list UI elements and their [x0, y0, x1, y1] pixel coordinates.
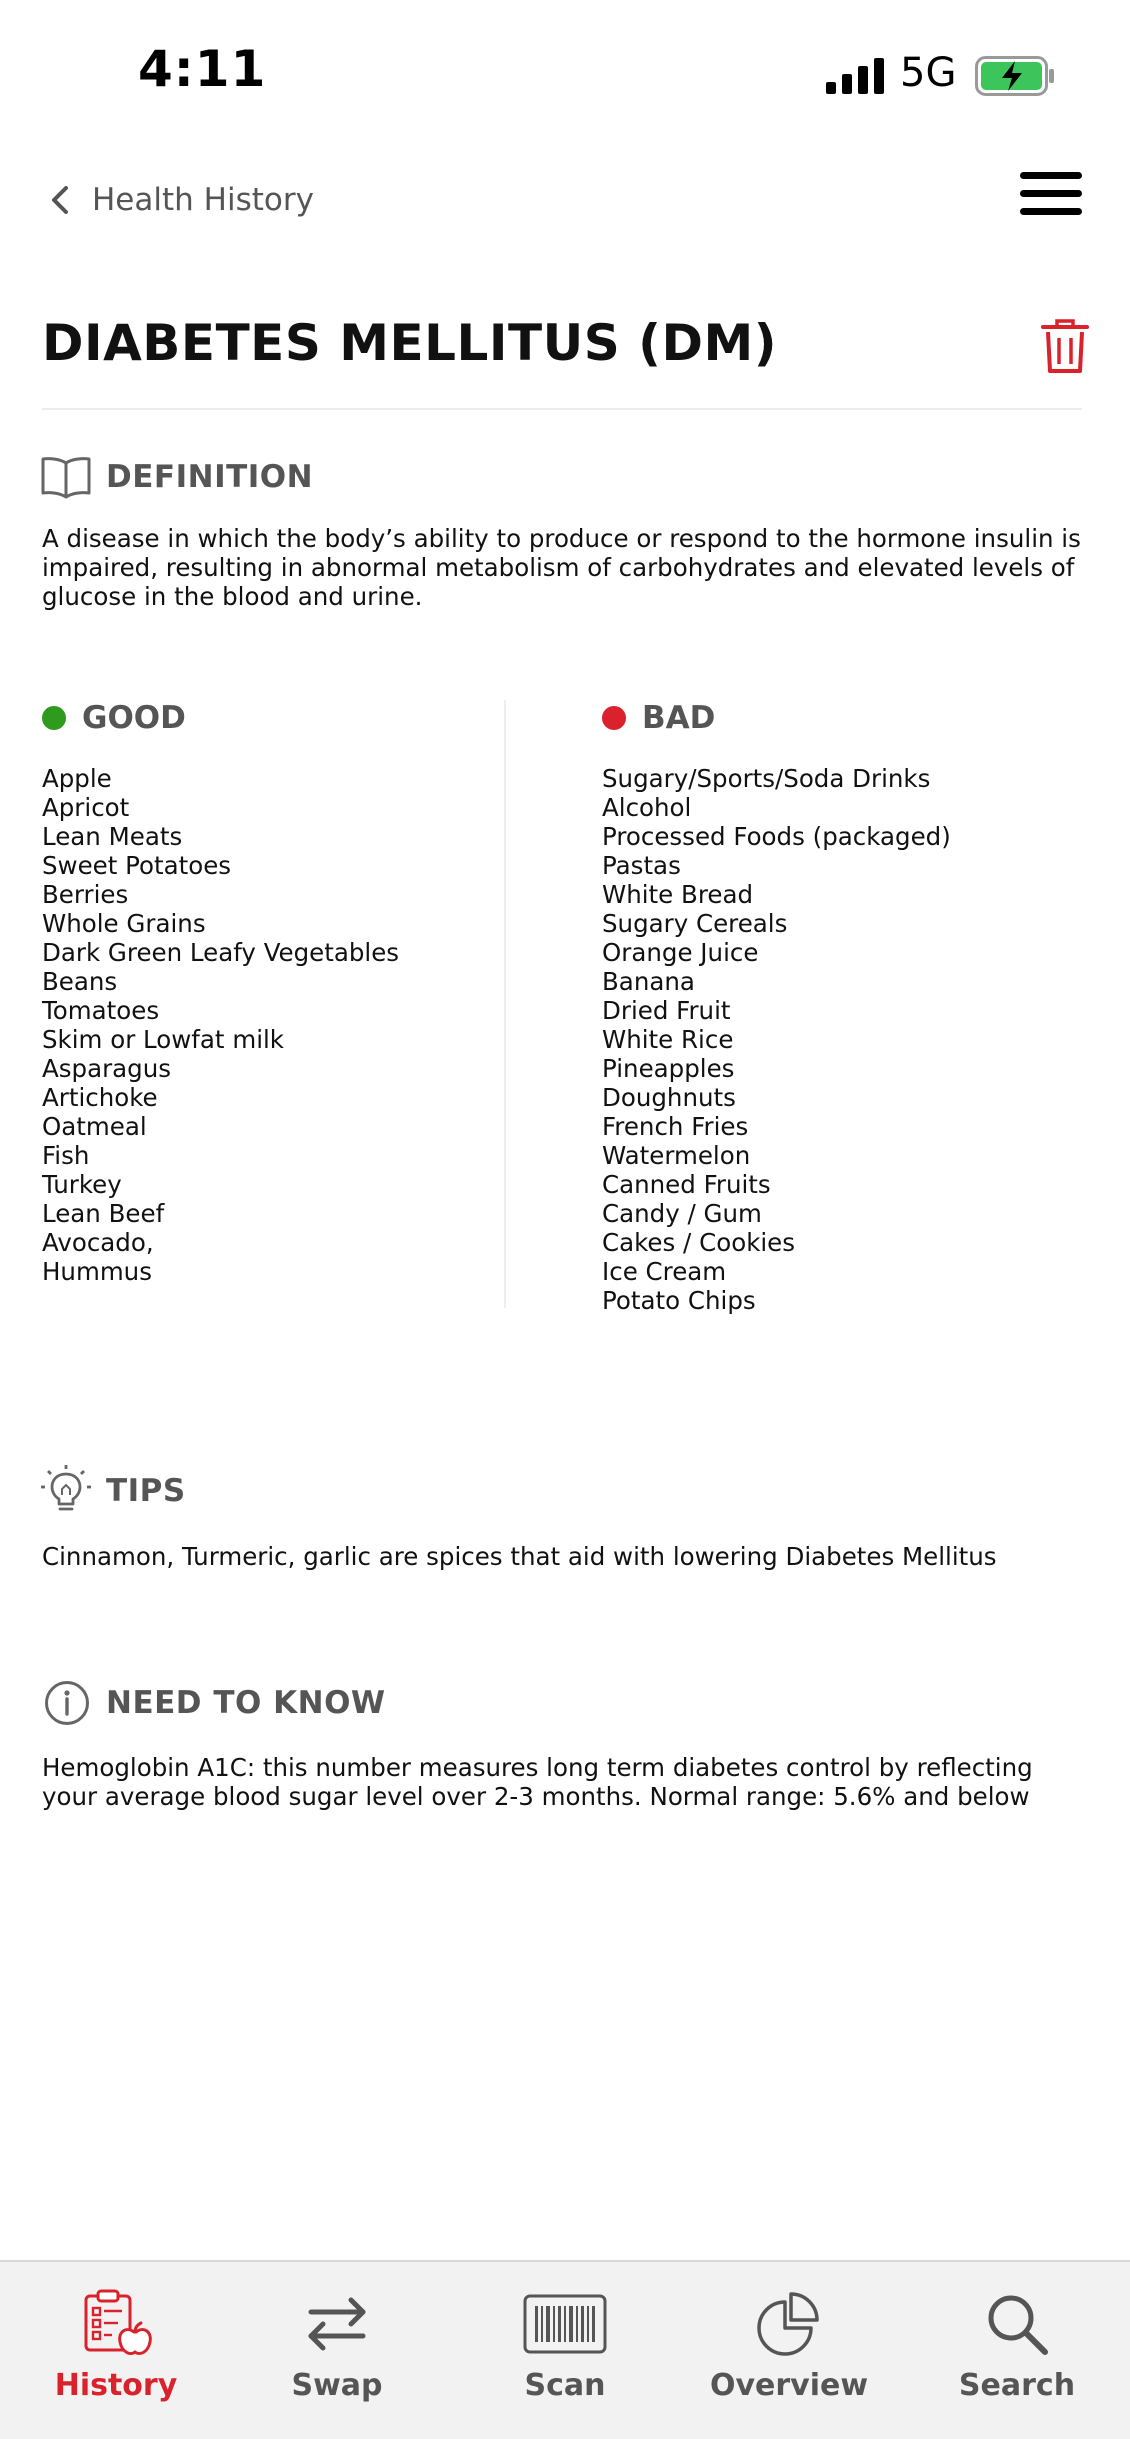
bad-food-item: Candy / Gum [602, 1199, 762, 1228]
good-food-item: Tomatoes [42, 996, 160, 1025]
bad-food-item: Alcohol [602, 793, 692, 822]
need-to-know-heading [44, 1680, 386, 1726]
status-time: 4:11 [138, 40, 267, 98]
tab-scan[interactable] [452, 2262, 678, 2439]
good-food-item: Asparagus [42, 1054, 172, 1083]
cellular-signal-icon [826, 58, 884, 94]
tab-swap-label: Swap [291, 2368, 383, 2403]
good-food-item: Lean Meats [42, 822, 183, 851]
battery-charging-icon [975, 56, 1055, 96]
bad-food-item: Ice Cream [602, 1257, 727, 1286]
tips-text: Cinnamon, Turmeric, garlic are spices that aid with lowering Diabetes Mellitus [42, 1542, 997, 1571]
bad-heading [602, 700, 715, 736]
good-food-item: Hummus [42, 1257, 152, 1286]
definition-text: A disease in which the body’s ability to produce or respond to the hormone insulin is impaired, resulting in abnormal metabolism of carbohydrates and elevated levels of glucose in the blood and urine. [42, 524, 1081, 611]
bad-food-item: Cakes / Cookies [602, 1228, 796, 1257]
good-food-item: Dark Green Leafy Vegetables [42, 938, 400, 967]
bad-food-item: Canned Fruits [602, 1170, 771, 1199]
pie-chart-icon [753, 2288, 825, 2360]
tab-scan-label: Scan [524, 2368, 606, 2403]
good-food-item: Avocado, [42, 1228, 154, 1257]
tab-search-label: Search [958, 2368, 1076, 2403]
tab-overview[interactable] [676, 2262, 902, 2439]
bad-food-item: Orange Juice [602, 938, 759, 967]
tab-overview-label: Overview [709, 2368, 869, 2403]
bad-food-item: White Rice [602, 1025, 734, 1054]
tab-swap[interactable] [224, 2262, 450, 2439]
tips-label: TIPS [106, 1473, 186, 1509]
open-book-icon [40, 455, 92, 499]
bad-food-item: Dried Fruit [602, 996, 731, 1025]
bad-foods-list [602, 764, 951, 1315]
bad-food-item: Processed Foods (packaged) [602, 822, 951, 851]
bottom-tab-bar [0, 2260, 1130, 2439]
back-button[interactable] [40, 170, 314, 230]
good-food-item: Apricot [42, 793, 130, 822]
column-divider [504, 700, 506, 1308]
hamburger-menu-icon[interactable] [1018, 166, 1084, 222]
tab-history-label: History [54, 2368, 178, 2403]
bad-food-item: Banana [602, 967, 695, 996]
good-foods-list [42, 764, 399, 1286]
lightbulb-icon [40, 1465, 92, 1517]
search-icon [981, 2288, 1053, 2360]
bad-food-item: Potato Chips [602, 1286, 756, 1315]
barcode-icon [523, 2288, 607, 2360]
need-to-know-text: Hemoglobin A1C: this number measures long term diabetes control by reflecting your average blood sugar level over 2-3 months. Normal range: 5.6% and below [42, 1753, 1033, 1811]
swap-icon [301, 2288, 373, 2360]
good-food-item: Skim or Lowfat milk [42, 1025, 284, 1054]
history-icon [80, 2288, 152, 2360]
good-food-item: Fish [42, 1141, 90, 1170]
good-food-item: Apple [42, 764, 112, 793]
good-food-item: Berries [42, 880, 129, 909]
need-to-know-label: NEED TO KNOW [106, 1685, 386, 1721]
tab-history[interactable] [3, 2262, 229, 2439]
red-dot-icon [602, 706, 626, 730]
good-heading [42, 700, 186, 736]
bad-label: BAD [642, 700, 716, 736]
info-icon [44, 1680, 90, 1726]
good-food-item: Oatmeal [42, 1112, 147, 1141]
bad-food-item: Pineapples [602, 1054, 735, 1083]
good-food-item: Lean Beef [42, 1199, 165, 1228]
bad-food-item: Sugary Cereals [602, 909, 788, 938]
tab-search[interactable] [904, 2262, 1130, 2439]
definition-label: DEFINITION [106, 459, 314, 495]
bad-food-item: White Bread [602, 880, 754, 909]
good-label: GOOD [82, 700, 186, 736]
status-bar [0, 0, 1130, 150]
bad-food-item: Sugary/Sports/Soda Drinks [602, 764, 931, 793]
good-food-item: Turkey [42, 1170, 122, 1199]
back-label: Health History [92, 182, 314, 218]
bad-food-item: Watermelon [602, 1141, 751, 1170]
page-title: DIABETES MELLITUS (DM) [42, 314, 778, 372]
good-food-item: Sweet Potatoes [42, 851, 232, 880]
green-dot-icon [42, 706, 66, 730]
good-food-item: Artichoke [42, 1083, 158, 1112]
tips-heading [40, 1465, 186, 1517]
network-type: 5G [900, 50, 957, 96]
bad-food-item: Doughnuts [602, 1083, 736, 1112]
chevron-left-icon [40, 180, 80, 220]
definition-heading [40, 455, 313, 499]
title-divider [42, 408, 1082, 410]
good-food-item: Whole Grains [42, 909, 206, 938]
bad-food-item: French Fries [602, 1112, 749, 1141]
trash-icon[interactable] [1040, 318, 1090, 374]
bad-food-item: Pastas [602, 851, 681, 880]
good-food-item: Beans [42, 967, 118, 996]
